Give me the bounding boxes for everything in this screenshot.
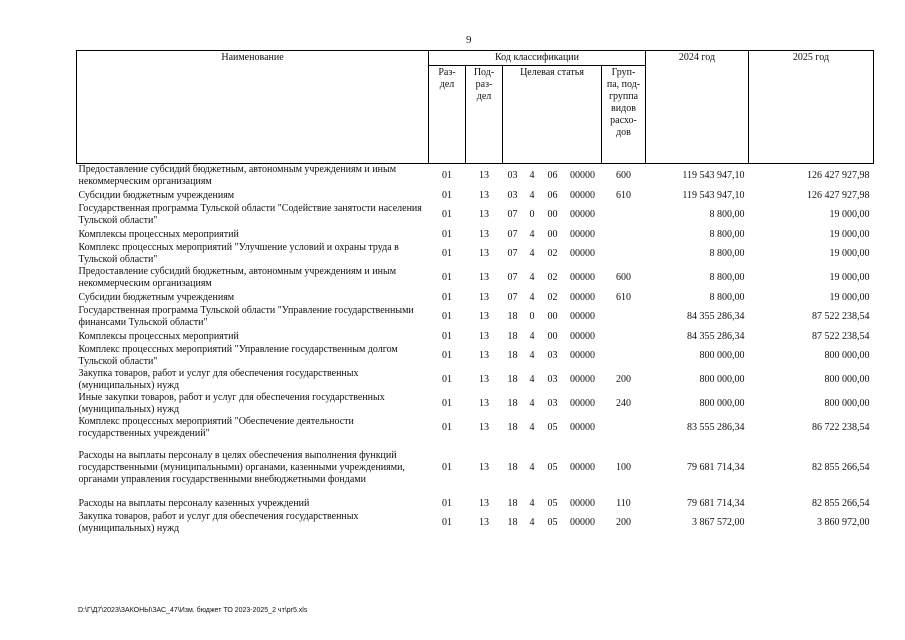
row-name: Закупка товаров, работ и услуг для обеспечения государственных (муниципальных) нужд [78,511,359,534]
row-target-type: 4 [529,272,535,283]
row-target-sub: 05 [547,422,558,433]
row-group [602,203,646,227]
row-podrazdel: 13 [479,462,489,473]
row-amount-2025: 19 000,00 [829,209,870,220]
row-group [602,227,646,242]
row-podrazdel: 13 [479,272,489,283]
table-row [77,242,874,266]
row-amount-2024: 119 543 947,10 [682,170,745,181]
row-amount-2025: 82 855 266,54 [812,462,870,473]
row-target-sub: 00 [547,330,558,342]
row-target-program: 07 [507,228,518,240]
row-target-program: 18 [507,497,518,509]
row-podrazdel: 13 [479,422,489,433]
row-target-program: 18 [507,311,518,322]
table-row [77,440,874,496]
row-group: 100 [616,462,631,473]
table-row [77,305,874,329]
table-row [77,368,874,392]
row-target-sub: 02 [547,291,558,303]
row-group [602,242,646,266]
row-podrazdel: 13 [479,189,489,201]
row-name: Расходы на выплаты персоналу в целях обеспечения выполнения функций государственными (муниципальными) органами, казенными учреждениями, органами управления государственными внебюджетными фондами [78,450,405,485]
row-name: Субсидии бюджетным учреждениям [78,189,235,201]
row-target-type: 4 [529,422,535,433]
row-podrazdel: 13 [479,350,489,361]
row-razdel: 01 [442,248,452,259]
row-target-sub: 03 [547,398,558,409]
row-target-program: 18 [507,398,518,409]
row-name: Государственная программа Тульской области "Управление государственными финансами Тульской области" [78,305,414,328]
row-target-code: 00000 [570,189,595,201]
row-target-program: 18 [507,517,518,528]
row-target-program: 07 [507,248,518,259]
row-target-type: 4 [529,189,535,201]
row-target-sub: 00 [547,228,558,240]
row-razdel: 01 [442,189,452,201]
row-amount-2025: 126 427 927,98 [807,189,870,201]
row-amount-2024: 8 800,00 [709,209,745,220]
row-target-program: 07 [507,272,518,283]
row-target-code: 00000 [570,291,595,303]
row-podrazdel: 13 [479,398,489,409]
row-target-sub: 06 [547,189,558,201]
row-amount-2024: 800 000,00 [699,350,745,361]
table-row [77,344,874,368]
row-group: 600 [616,170,631,181]
row-podrazdel: 13 [479,209,489,220]
row-amount-2025: 3 860 972,00 [817,517,870,528]
row-target-type: 4 [529,517,535,528]
row-target-code: 00000 [570,228,595,240]
row-target-type: 4 [529,374,535,385]
row-razdel: 01 [442,398,452,409]
row-target-program: 18 [507,330,518,342]
row-target-code: 00000 [570,350,595,361]
row-razdel: 01 [442,272,452,283]
row-razdel: 01 [442,422,452,433]
row-group: 110 [616,497,631,509]
table-row [77,164,874,189]
row-razdel: 01 [442,170,452,181]
row-podrazdel: 13 [479,374,489,385]
row-amount-2024: 8 800,00 [709,272,745,283]
table-row [77,329,874,344]
row-razdel: 01 [442,228,452,240]
row-amount-2024: 8 800,00 [709,291,745,303]
row-razdel: 01 [442,497,452,509]
row-target-type: 0 [529,209,535,220]
row-target-program: 07 [507,209,518,220]
row-target-program: 03 [507,189,518,201]
row-target-program: 18 [507,350,518,361]
header-code: Код классификации [429,51,646,66]
row-target-code: 00000 [570,422,595,433]
row-target-code: 00000 [570,462,595,473]
row-name: Предоставление субсидий бюджетным, автономным учреждениям и иным некоммерческим организациям [78,164,397,187]
row-target-program: 07 [507,291,518,303]
row-podrazdel: 13 [479,330,489,342]
row-target-code: 00000 [570,170,595,181]
row-target-type: 4 [529,462,535,473]
table-row [77,416,874,440]
row-name: Субсидии бюджетным учреждениям [78,291,235,303]
row-name: Закупка товаров, работ и услуг для обеспечения государственных (муниципальных) нужд [78,368,359,391]
row-group [602,329,646,344]
header-group: Груп- па, под- группа видов расхо- дов [602,66,646,164]
row-amount-2024: 83 555 286,34 [687,422,745,433]
row-target-sub: 00 [547,209,558,220]
row-target-type: 0 [529,311,535,322]
row-amount-2025: 87 522 238,54 [812,311,870,322]
row-target-type: 4 [529,170,535,181]
row-group: 200 [616,374,631,385]
row-name: Иные закупки товаров, работ и услуг для обеспечения государственных (муниципальных) нужд [78,392,385,415]
row-name: Государственная программа Тульской области "Содействие занятости населения Тульской области" [78,203,422,226]
row-target-type: 4 [529,228,535,240]
row-razdel: 01 [442,209,452,220]
row-target-code: 00000 [570,330,595,342]
row-target-sub: 05 [547,497,558,509]
row-amount-2024: 800 000,00 [699,398,745,409]
row-name: Комплексы процессных мероприятий [78,228,239,240]
page-number: 9 [466,34,472,46]
table-row [77,203,874,227]
row-amount-2025: 86 722 238,54 [812,422,870,433]
row-podrazdel: 13 [479,497,489,509]
row-target-type: 4 [529,291,535,303]
row-target-type: 4 [529,248,535,259]
row-group: 240 [616,398,631,409]
row-amount-2024: 84 355 286,34 [687,330,745,342]
row-amount-2024: 3 867 572,00 [692,517,745,528]
row-razdel: 01 [442,350,452,361]
row-target-code: 00000 [570,374,595,385]
row-razdel: 01 [442,462,452,473]
row-target-sub: 05 [547,462,558,473]
header-name: Наименование [77,51,429,164]
header-year-2024: 2024 год [646,51,749,164]
row-target-program: 18 [507,422,518,433]
row-group [602,416,646,440]
row-name: Комплекс процессных мероприятий "Управление государственным долгом Тульской области" [78,344,398,367]
row-podrazdel: 13 [479,228,489,240]
row-target-sub: 02 [547,272,558,283]
row-amount-2025: 19 000,00 [829,248,870,259]
row-target-program: 18 [507,462,518,473]
row-podrazdel: 13 [479,170,489,181]
row-target-code: 00000 [570,517,595,528]
row-podrazdel: 13 [479,248,489,259]
row-razdel: 01 [442,330,452,342]
table-row [77,227,874,242]
row-amount-2025: 19 000,00 [829,291,870,303]
row-target-type: 4 [529,398,535,409]
row-amount-2024: 800 000,00 [699,374,745,385]
row-group: 610 [616,189,631,201]
file-path-footer: D:\Г\Д7\2023\ЗАКОНЫ\ЗАС_47\Изм. бюджет ТО 2023-2025_2 чт\pr5.xls [78,607,308,614]
row-target-sub: 02 [547,248,558,259]
row-target-type: 4 [529,330,535,342]
table-row [77,511,874,535]
row-target-type: 4 [529,350,535,361]
table-row [77,496,874,511]
row-amount-2025: 800 000,00 [824,350,870,361]
row-razdel: 01 [442,311,452,322]
header-target: Целевая статья [503,66,602,164]
header-podrazdel: Под- раз- дел [466,66,503,164]
row-target-code: 00000 [570,272,595,283]
row-amount-2024: 84 355 286,34 [687,311,745,322]
row-target-code: 00000 [570,311,595,322]
row-razdel: 01 [442,517,452,528]
row-target-type: 4 [529,497,535,509]
row-razdel: 01 [442,374,452,385]
row-podrazdel: 13 [479,517,489,528]
row-target-program: 03 [507,170,518,181]
row-amount-2025: 800 000,00 [824,398,870,409]
row-amount-2025: 19 000,00 [829,228,870,240]
row-name: Расходы на выплаты персоналу казенных учреждений [78,497,310,509]
row-target-sub: 05 [547,517,558,528]
row-name: Предоставление субсидий бюджетным, автономным учреждениям и иным некоммерческим организациям [78,266,397,289]
table-row [77,290,874,305]
table-row [77,266,874,290]
row-amount-2025: 126 427 927,98 [807,170,870,181]
budget-table [76,50,874,535]
table-row [77,392,874,416]
row-amount-2024: 79 681 714,34 [687,462,745,473]
row-amount-2025: 82 855 266,54 [812,497,870,509]
row-group: 200 [616,517,631,528]
row-razdel: 01 [442,291,452,303]
row-target-code: 00000 [570,209,595,220]
row-target-sub: 03 [547,350,558,361]
row-group: 600 [616,272,631,283]
row-target-code: 00000 [570,497,595,509]
row-group [602,344,646,368]
row-podrazdel: 13 [479,311,489,322]
row-target-sub: 06 [547,170,558,181]
row-target-sub: 03 [547,374,558,385]
header-razdel: Раз- дел [429,66,466,164]
row-target-code: 00000 [570,248,595,259]
row-amount-2025: 19 000,00 [829,272,870,283]
table-header [77,51,874,164]
row-name: Комплекс процессных мероприятий "Обеспечение деятельности государственных учреждений" [78,416,354,439]
row-amount-2025: 800 000,00 [824,374,870,385]
row-target-sub: 00 [547,311,558,322]
row-target-program: 18 [507,374,518,385]
row-name: Комплекс процессных мероприятий "Улучшение условий и охраны труда в Тульской области" [78,242,399,265]
row-podrazdel: 13 [479,291,489,303]
header-year-2025: 2025 год [749,51,874,164]
row-amount-2024: 8 800,00 [709,228,745,240]
row-amount-2024: 79 681 714,34 [687,497,745,509]
table-row [77,188,874,203]
row-group: 610 [616,291,631,303]
table-body [77,164,874,536]
row-group [602,305,646,329]
row-amount-2025: 87 522 238,54 [812,330,870,342]
row-name: Комплексы процессных мероприятий [78,330,239,342]
row-amount-2024: 119 543 947,10 [682,189,745,201]
row-target-code: 00000 [570,398,595,409]
row-amount-2024: 8 800,00 [709,248,745,259]
